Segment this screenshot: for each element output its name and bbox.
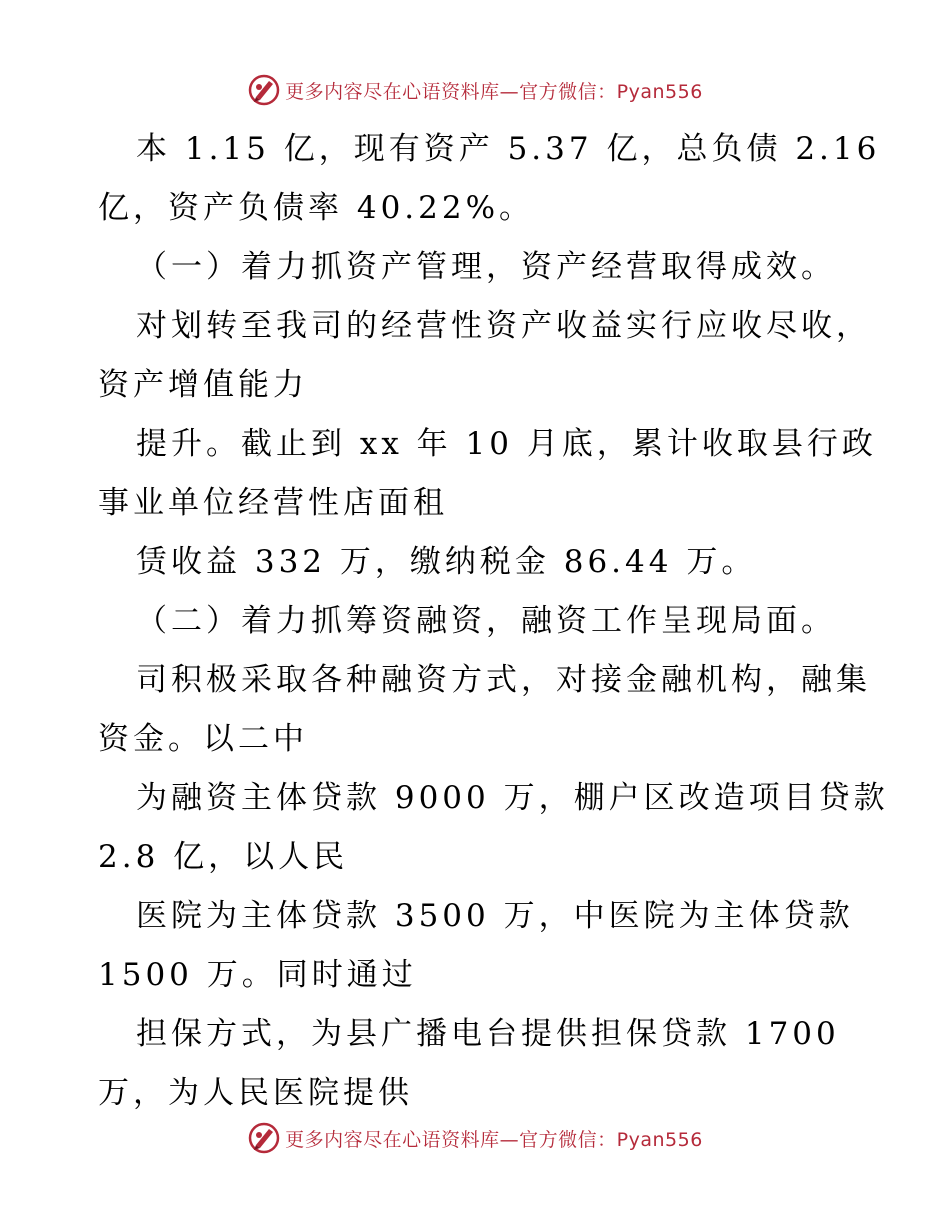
pen-logo-icon bbox=[247, 1121, 281, 1155]
banner-text: 更多内容尽在心语资料库—官方微信：Pyan556 bbox=[285, 80, 703, 103]
text-line: 对划转至我司的经营性资产收益实行应收尽收， bbox=[136, 308, 871, 344]
text-line: 万，为人民医院提供 bbox=[98, 1075, 413, 1111]
text-line: 司积极采取各种融资方式，对接金融机构，融集 bbox=[136, 662, 871, 698]
text-line: （一）着力抓资产管理，资产经营取得成效。 bbox=[136, 249, 836, 285]
text-line: 担保方式，为县广播电台提供担保贷款 1700 bbox=[136, 1016, 840, 1052]
text-line: 为融资主体贷款 9000 万，棚户区改造项目贷款 bbox=[136, 780, 889, 816]
text-line: 1500 万。同时通过 bbox=[98, 957, 417, 993]
text-line: 提升。截止到 xx 年 10 月底，累计收取县行政 bbox=[136, 426, 877, 462]
text-line: 赁收益 332 万，缴纳税金 86.44 万。 bbox=[136, 544, 757, 580]
text-line: 资产增值能力 bbox=[98, 367, 308, 403]
pen-logo-icon bbox=[247, 73, 281, 107]
text-line: 资金。以二中 bbox=[98, 721, 308, 757]
document-body bbox=[98, 120, 889, 1123]
header-banner bbox=[0, 70, 950, 110]
text-line: 本 1.15 亿，现有资产 5.37 亿，总负债 2.16 bbox=[136, 131, 881, 167]
footer-banner bbox=[0, 1118, 950, 1158]
text-line: 事业单位经营性店面租 bbox=[98, 485, 448, 521]
text-line: 医院为主体贷款 3500 万，中医院为主体贷款 bbox=[136, 898, 854, 934]
banner-text: 更多内容尽在心语资料库—官方微信：Pyan556 bbox=[285, 1128, 703, 1151]
text-line: （二）着力抓筹资融资，融资工作呈现局面。 bbox=[136, 603, 836, 639]
text-line: 2.8 亿，以人民 bbox=[98, 839, 349, 875]
text-line: 亿，资产负债率 40.22%。 bbox=[98, 190, 535, 226]
